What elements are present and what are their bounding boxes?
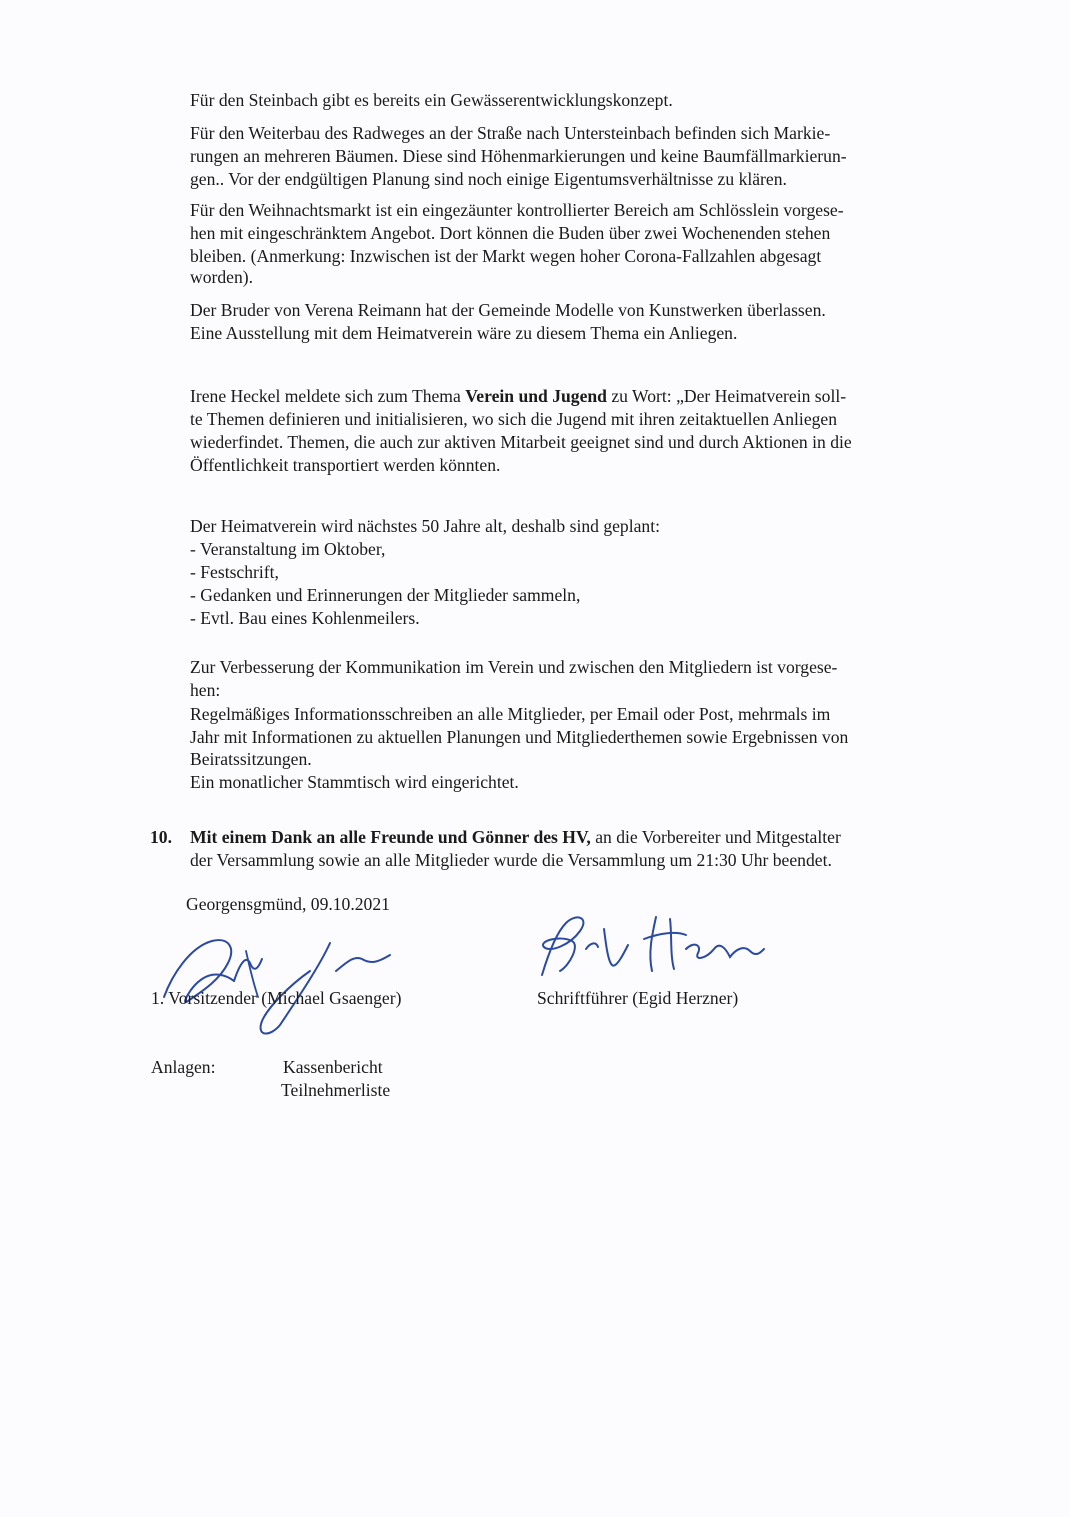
- signature-caption-left: 1. Vorsitzender (Michael Gsaenger): [151, 988, 402, 1008]
- text-line: gen.. Vor der endgültigen Planung sind noch einige Eigentumsverhältnisse zu klären.: [190, 169, 787, 189]
- list-item: - Evtl. Bau eines Kohlenmeilers.: [190, 608, 420, 628]
- text-line: Für den Weiterbau des Radweges an der Straße nach Untersteinbach befinden sich Markie-: [190, 123, 831, 143]
- attachment-item: Kassenbericht: [283, 1057, 383, 1077]
- text-line: Der Heimatverein wird nächstes 50 Jahre alt, deshalb sind geplant:: [190, 516, 660, 536]
- text-line: Eine Ausstellung mit dem Heimatverein wäre zu diesem Thema ein Anliegen.: [190, 323, 738, 343]
- list-item: - Veranstaltung im Oktober,: [190, 539, 386, 559]
- text-line: Für den Steinbach gibt es bereits ein Gewässerentwicklungskonzept.: [190, 90, 673, 110]
- place-date: Georgensgmünd, 09.10.2021: [186, 894, 390, 914]
- text-line: [190, 826, 841, 848]
- text-line: hen:: [190, 680, 221, 700]
- text-line: worden).: [190, 267, 254, 287]
- text-run: zu Wort: „Der Heimatverein soll-: [606, 386, 847, 406]
- text-line: Jahr mit Informationen zu aktuellen Planungen und Mitgliederthemen sowie Ergebnissen von: [190, 727, 849, 747]
- text-line: te Themen definieren und initialisieren, wo sich die Jugend mit ihren zeitaktuellen Anliegen: [190, 409, 838, 429]
- text-line: bleiben. (Anmerkung: Inzwischen ist der Markt wegen hoher Corona-Fallzahlen abgesagt: [190, 246, 822, 266]
- closing-bold: Mit einem Dank an alle Freunde und Gönner des HV,: [190, 827, 591, 847]
- item-number: 10.: [150, 827, 172, 847]
- attachments-label: Anlagen:: [151, 1057, 216, 1077]
- text-run: Irene Heckel meldete sich zum Thema: [190, 386, 466, 406]
- signature-caption-right: Schriftführer (Egid Herzner): [537, 988, 739, 1008]
- list-item: - Festschrift,: [190, 562, 279, 582]
- text-line: Öffentlichkeit transportiert werden könnten.: [190, 455, 501, 475]
- signature-left: [150, 925, 420, 1040]
- text-run: an die Vorbereiter und Mitgestalter: [590, 827, 841, 847]
- topic-bold: Verein und Jugend: [465, 386, 607, 406]
- text-line: Zur Verbesserung der Kommunikation im Verein und zwischen den Mitgliedern ist vorgese-: [190, 657, 838, 677]
- text-line: Für den Weihnachtsmarkt ist ein eingezäunter kontrollierter Bereich am Schlösslein vorgese-: [190, 200, 844, 220]
- text-line: [190, 385, 846, 407]
- attachment-item: Teilnehmerliste: [281, 1080, 391, 1100]
- text-line: Der Bruder von Verena Reimann hat der Gemeinde Modelle von Kunstwerken überlassen.: [190, 300, 826, 320]
- text-line: Ein monatlicher Stammtisch wird eingerichtet.: [190, 772, 519, 792]
- signature-right: [520, 905, 770, 985]
- text-line: hen mit eingeschränktem Angebot. Dort können die Buden über zwei Wochenenden stehen: [190, 223, 831, 243]
- list-item: - Gedanken und Erinnerungen der Mitglieder sammeln,: [190, 585, 581, 605]
- text-line: wiederfindet. Themen, die auch zur aktiven Mitarbeit geeignet sind und durch Aktionen in die: [190, 432, 852, 452]
- text-line: der Versammlung sowie an alle Mitglieder wurde die Versammlung um 21:30 Uhr beendet.: [190, 850, 832, 870]
- text-line: rungen an mehreren Bäumen. Diese sind Höhenmarkierungen und keine Baumfällmarkierun-: [190, 146, 847, 166]
- text-line: Regelmäßiges Informationsschreiben an alle Mitglieder, per Email oder Post, mehrmals im: [190, 704, 831, 724]
- text-line: Beiratssitzungen.: [190, 749, 312, 769]
